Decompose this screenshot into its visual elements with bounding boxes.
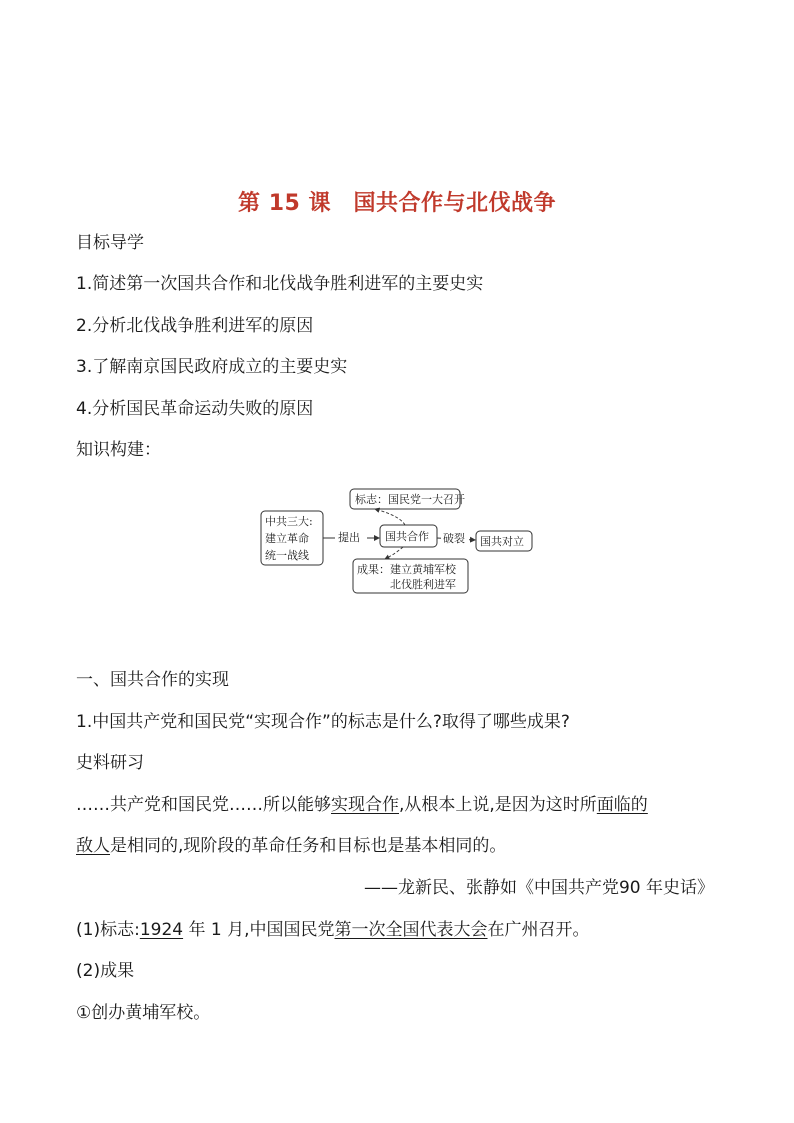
quote-text-2b: 是相同的,现阶段的革命任务和目标也是基本相同的。 (110, 836, 507, 856)
goal-item-4: 4.分析国民革命运动失败的原因 (76, 399, 314, 419)
quote-text-1a: ……共产党和国民党……所以能够 (76, 795, 331, 815)
quote-line-1 (76, 793, 648, 817)
quote-underline-1: 实现合作 (331, 795, 399, 815)
answer-1-year: 1924 (139, 920, 184, 940)
answer-1a: (1)标志: (76, 920, 140, 940)
top-box-label: 标志：国民党一大召开 (355, 493, 465, 506)
quote-underline-3: 敌人 (76, 836, 110, 856)
left-box-line-1: 中共三大: (265, 515, 313, 528)
section1-heading: 一、国共合作的实现 (76, 670, 229, 690)
goal-item-1: 1.简述第一次国共合作和北伐战争胜利进军的主要史实 (76, 274, 484, 294)
source-heading: 史料研习 (76, 753, 144, 773)
arrow-break-label: 破裂 (443, 532, 465, 545)
right-box-label: 国共对立 (480, 535, 524, 548)
left-box-line-3: 统一战线 (265, 549, 309, 562)
center-box-label: 国共合作 (385, 530, 429, 543)
arrow-to-bottom (385, 547, 403, 559)
answer-1c: 在广州召开。 (487, 920, 590, 940)
goals-heading: 目标导学 (76, 233, 144, 253)
section1-question: 1.中国共产党和国民党“实现合作”的标志是什么?取得了哪些成果? (76, 712, 570, 732)
arrow-to-top (375, 509, 405, 525)
goal-item-2: 2.分析北伐战争胜利进军的原因 (76, 316, 314, 336)
bottom-box-line-2: 北伐胜利进军 (390, 578, 456, 591)
answer-1b: 年 1 月,中国国民党 (183, 920, 335, 940)
answer-2: (2)成果 (76, 961, 135, 981)
page-title: 第 15 课 国共合作与北伐战争 (238, 191, 556, 216)
knowledge-heading: 知识构建： (76, 440, 161, 460)
quote-text-1b: ,从根本上说,是因为这时所 (399, 795, 597, 815)
arrow-propose-label: 提出 (338, 531, 360, 544)
left-box-line-2: 建立革命 (265, 532, 309, 545)
quote-citation: ——龙新民、张静如《中国共产党90 年史话》 (363, 878, 714, 898)
knowledge-diagram (255, 486, 540, 598)
quote-line-2 (76, 834, 506, 858)
answer-1-congress: 第一次全国代表大会 (334, 920, 488, 940)
goal-item-3: 3.了解南京国民政府成立的主要史实 (76, 357, 348, 377)
bottom-box-line-1: 成果：建立黄埔军校 (357, 563, 456, 576)
answer-3: ①创办黄埔军校。 (76, 1003, 211, 1023)
quote-underline-2: 面临的 (596, 795, 648, 815)
answer-1 (76, 918, 590, 942)
